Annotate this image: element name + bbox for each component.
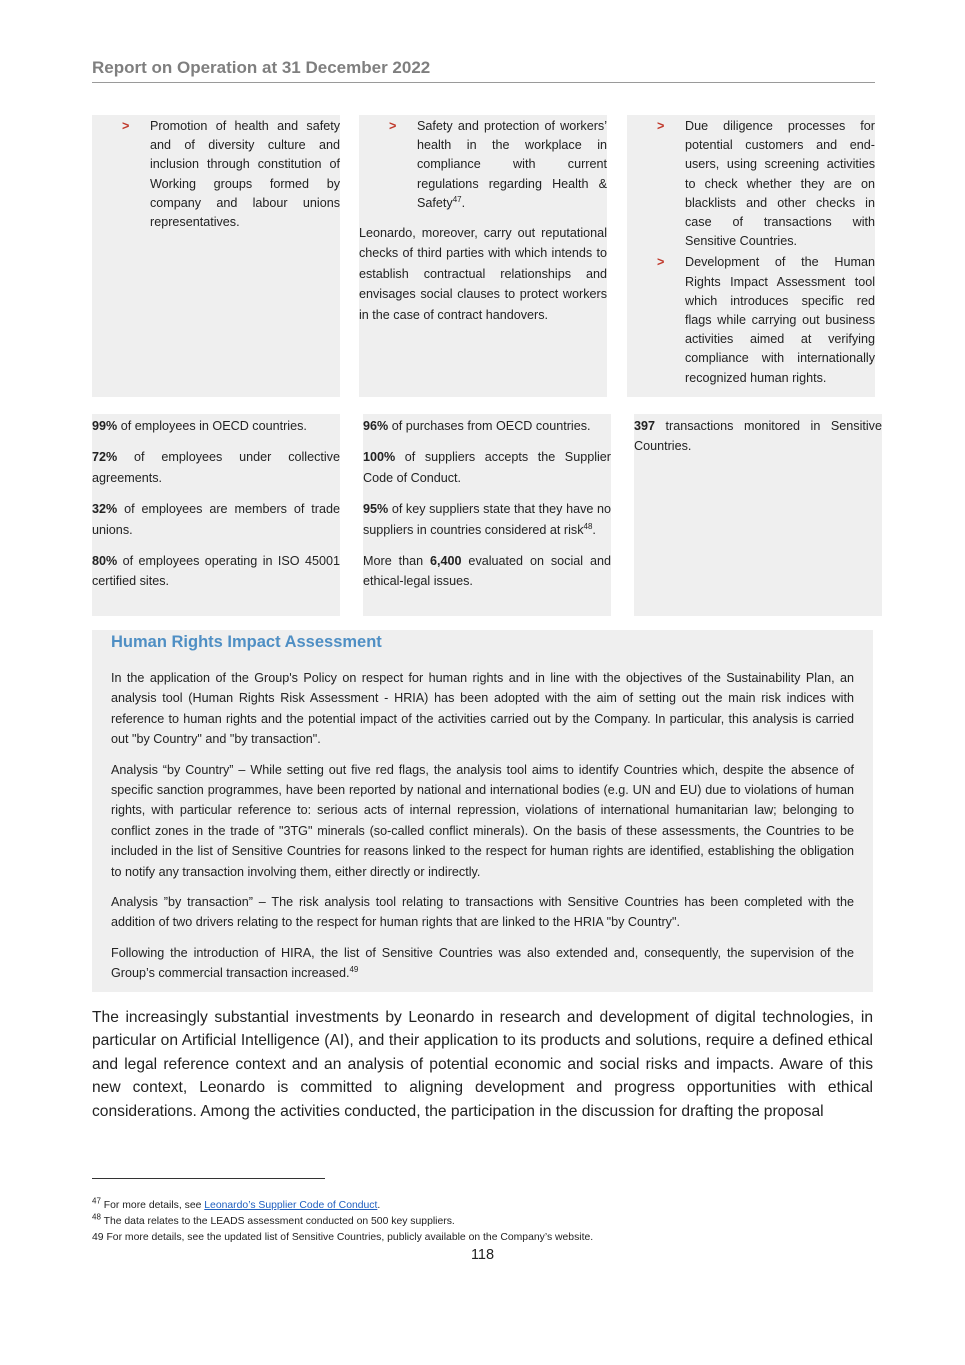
bullet-text: Due diligence processes for potential customers and end-users, using screening activities to check whether they are on blacklists and other checks in case of transactions with Sensitive Countries. [685, 119, 875, 249]
main-body-text: The increasingly substantial investments by Leonardo in research and development of digital technologies, in particular on Artificial Intelligence (AI), and their application to its products and solutions, require a defined ethical and legal reference context and an analysis of potential economic and social risks and impacts. Aware of this new context, Leonardo is committed to aligning development and progress opportunities with ethical considerations. Among the activities conducted, the participation in the discussion for drafting the proposal [92, 1009, 873, 1120]
footnotes [92, 1198, 892, 1246]
column-3-panel [627, 115, 875, 397]
stat-item: 72% of employees under collective agreements. [92, 450, 340, 485]
stat-item: 80% of employees operating in ISO 45001 certified sites. [92, 554, 340, 589]
footnote-47: $^{47}$ For more details, see Leonardo’s Supplier Code of Conduct. [92, 1196, 381, 1211]
column-3-bullet-2 [627, 253, 875, 387]
footnote-ref: 49 [349, 965, 359, 975]
column-2-panel [359, 115, 607, 397]
stats-panel-2 [363, 414, 611, 616]
hria-paragraph: In the application of the Group's Policy on respect for human rights and in line with the objectives of the Sustainability Plan, an analysis tool (Human Rights Risk Assessment - HRIA) has been adopted with the aim of setting out the main risk indices with reference to human rights and the potential impact of the activities carried out by the Company. In particular, this analysis is carried out "by Country" and "by transaction". [111, 671, 854, 747]
stats-panel-1 [92, 414, 340, 616]
chevron-right-icon: > [657, 255, 665, 270]
hria-body [111, 668, 854, 994]
footnote-ref: 47 [452, 194, 462, 204]
stat-item: 96% of purchases from OECD countries. [363, 419, 591, 433]
column-3-bullet-1 [627, 117, 875, 251]
footnote-48: $^{48}$ The data relates to the LEADS assessment conducted on 500 key suppliers. [92, 1212, 455, 1227]
stat-item: 32% of employees are members of trade unions. [92, 502, 340, 537]
bullet-text: Development of the Human Rights Impact Assessment tool which introduces specific red flags while carrying out business activities aimed at verifying compliance with internationally recognized human rights. [685, 255, 875, 385]
supplier-code-link[interactable]: Leonardo’s Supplier Code of Conduct [204, 1200, 378, 1211]
column-1-panel [92, 115, 340, 397]
footnote-49: 49 For more details, see the updated list of Sensitive Countries, publicly available on the Company’s website. [92, 1232, 594, 1243]
stat-item: 95% of key suppliers state that they have no suppliers in countries considered at risk$^{48}$. [363, 502, 611, 537]
chevron-right-icon: > [389, 119, 397, 133]
hria-box [92, 630, 873, 992]
bullet-text: Promotion of health and safety and of diversity culture and inclusion through constitution of Working groups formed by company and labour unions representatives. [150, 119, 340, 230]
hria-paragraph: Analysis “by Country” – While setting out five red flags, the analysis tool aims to identify Countries which, despite the absence of specific sanction programmes, have been reported by national and international bodies (e.g. UN and EU) due to violations of human rights, with particular reference to: serious acts of internal repression, violations of international humanitarian law; belonging to conflict zones in the trade of "3TG" minerals (so-called conflict minerals). On the basis of these assessments, the Countries to be included in the list of Sensitive Countries for reasons linked to the respect for human rights are identified, establishing the obligation to notify any transaction involving them, either directly or indirectly. [111, 762, 854, 879]
page-header-title: Report on Operation at 31 December 2022 [92, 58, 875, 83]
stat-item: More than 6,400 evaluated on social and ethical-legal issues. [363, 554, 611, 589]
stat-item: 100% of suppliers accepts the Supplier Code of Conduct. [363, 450, 611, 485]
chevron-right-icon: > [122, 119, 130, 133]
stat-item: 397 transactions monitored in Sensitive Countries. [634, 419, 882, 454]
page-number: 118 [470, 1247, 495, 1263]
hria-paragraph: Analysis ”by transaction” – The risk analysis tool relating to transactions with Sensitive Countries has been completed with the addition of two drivers relating to the respect for human rights that are linked to the HRIA "by Country". [111, 895, 854, 930]
stat-item: 99% of employees in OECD countries. [92, 419, 307, 433]
bullet-text: Safety and protection of workers’ health in the workplace in compliance with current regulations regarding Health & Safety [417, 119, 607, 210]
stats-panel-3 [634, 414, 882, 616]
chevron-right-icon: > [657, 119, 665, 133]
hria-title: Human Rights Impact Assessment [111, 633, 382, 651]
footnote-divider [92, 1178, 325, 1179]
hria-paragraph-last: Following the introduction of HIRA, the list of Sensitive Countries was also extended and, consequently, the supervision of the Group’s commercial transaction increased.$^{49}$ [111, 945, 854, 981]
column-2-bullet-1: > Safety and protection of workers’ health in the workplace in compliance with current regulations regarding Health & Safety$^{47}$. [389, 119, 607, 210]
column-1-bullet-1 [92, 117, 340, 232]
column-2-paragraph: Leonardo, moreover, carry out reputational checks of third parties with which intends to establish contractual relationships and envisages social clauses to protect workers in the case of contract handovers. [359, 226, 607, 322]
